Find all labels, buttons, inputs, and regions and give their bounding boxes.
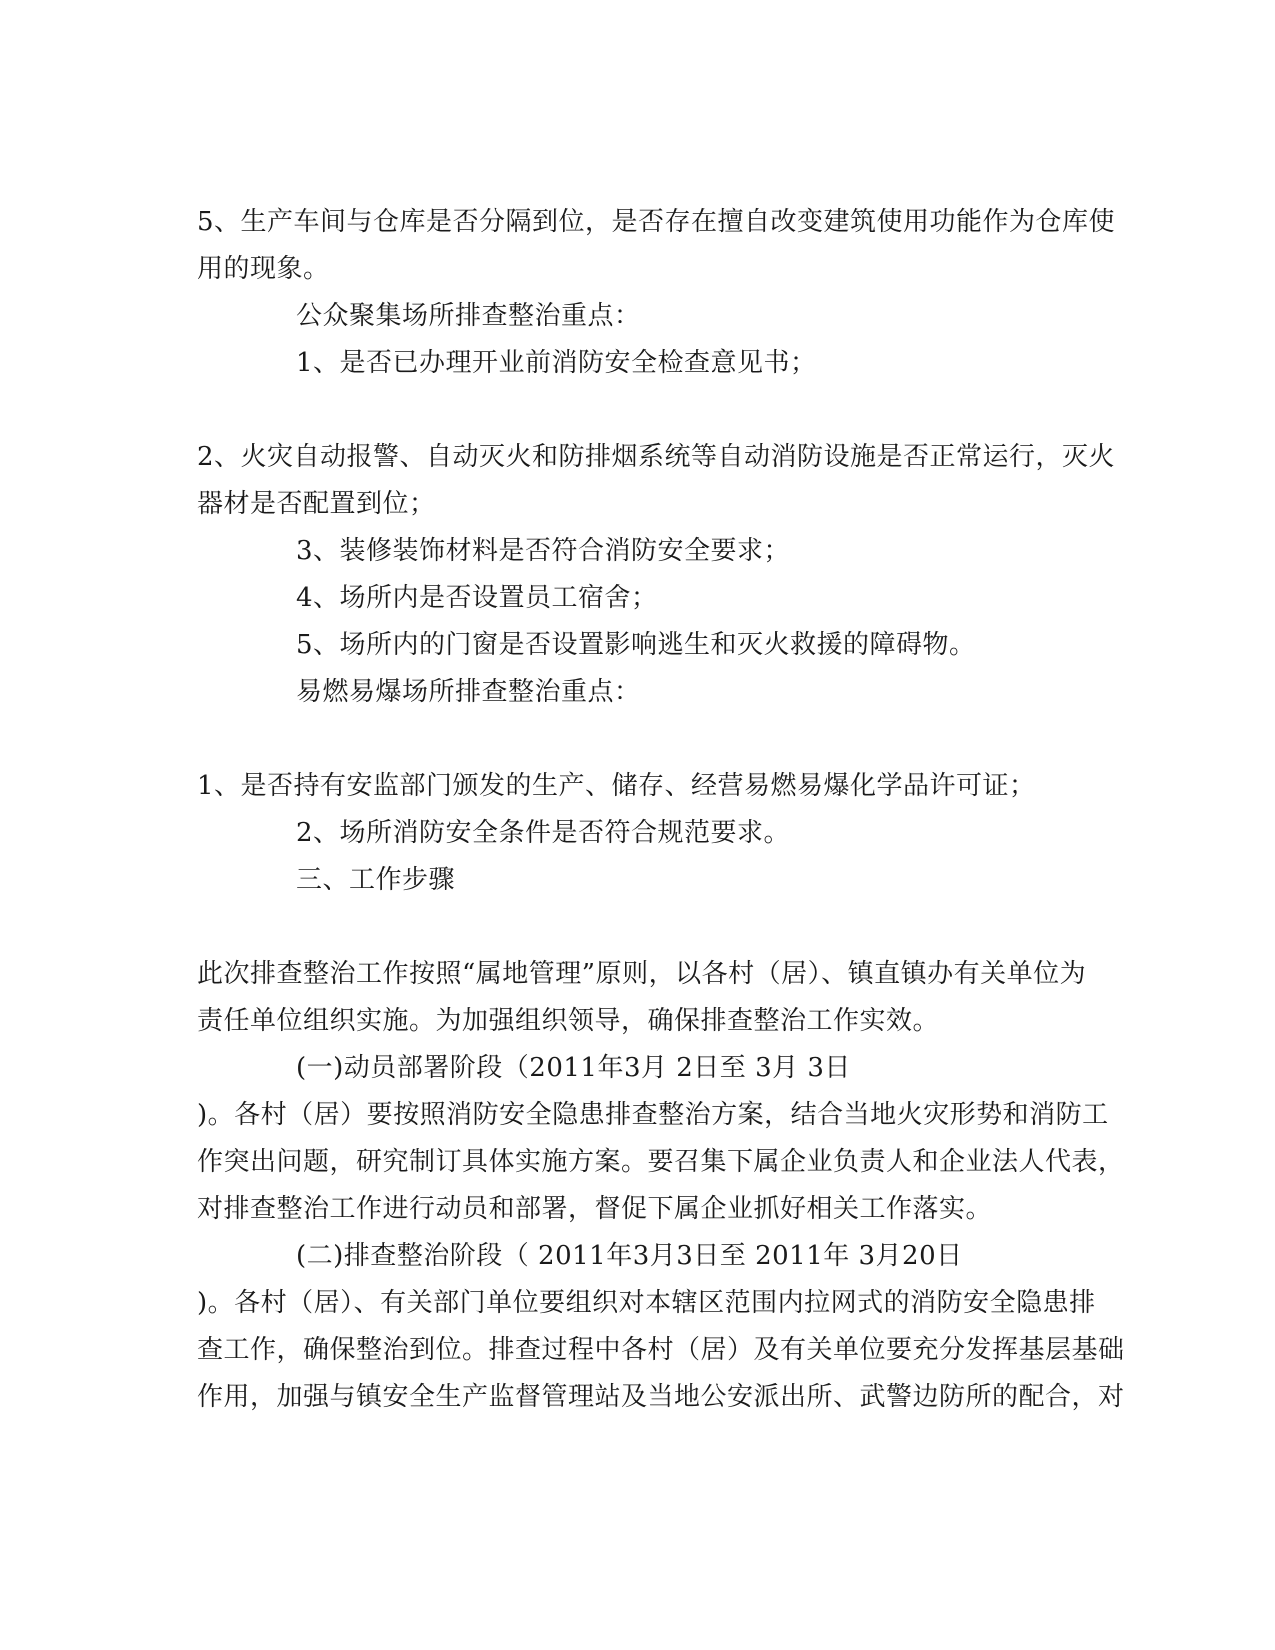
text-line: 对排查整治工作进行动员和部署，督促下属企业抓好相关工作落实。 bbox=[197, 1194, 993, 1224]
subsection-heading: (二)排查整治阶段（ 2011年3月3日至 2011年 3月20日 bbox=[296, 1241, 963, 1271]
text-line: 查工作，确保整治到位。排查过程中各村（居）及有关单位要充分发挥基层基础 bbox=[197, 1335, 1125, 1365]
text-line: 5、生产车间与仓库是否分隔到位，是否存在擅自改变建筑使用功能作为仓库使 bbox=[197, 207, 1116, 237]
text-line: 3、装修装饰材料是否符合消防安全要求； bbox=[296, 536, 791, 566]
text-line: 责任单位组织实施。为加强组织领导，确保排查整治工作实效。 bbox=[197, 1006, 940, 1036]
section-heading: 三、工作步骤 bbox=[296, 865, 456, 895]
text-line: 1、是否已办理开业前消防安全检查意见书； bbox=[296, 348, 817, 378]
text-line: )。各村（居）、有关部门单位要组织对本辖区范围内拉网式的消防安全隐患排 bbox=[197, 1288, 1096, 1318]
text-line: 2、场所消防安全条件是否符合规范要求。 bbox=[296, 818, 791, 848]
text-line: 用的现象。 bbox=[197, 254, 330, 284]
text-line: 2、火灾自动报警、自动灭火和防排烟系统等自动消防设施是否正常运行，灭火 bbox=[197, 442, 1116, 472]
text-line: 作用，加强与镇安全生产监督管理站及当地公安派出所、武警边防所的配合，对 bbox=[197, 1382, 1125, 1412]
section-heading: 易燃易爆场所排查整治重点： bbox=[296, 677, 641, 707]
section-heading: 公众聚集场所排查整治重点： bbox=[296, 301, 641, 331]
text-line: 5、场所内的门窗是否设置影响逃生和灭火救援的障碍物。 bbox=[296, 630, 976, 660]
subsection-heading: (一)动员部署阶段（2011年3月 2日至 3月 3日 bbox=[296, 1053, 851, 1083]
text-line: )。各村（居）要按照消防安全隐患排查整治方案，结合当地火灾形势和消防工 bbox=[197, 1100, 1109, 1130]
text-line: 4、场所内是否设置员工宿舍； bbox=[296, 583, 658, 613]
text-line: 此次排查整治工作按照“属地管理”原则，以各村（居）、镇直镇办有关单位为 bbox=[197, 959, 1087, 989]
text-line: 1、是否持有安监部门颁发的生产、储存、经营易燃易爆化学品许可证； bbox=[197, 771, 1036, 801]
text-line: 作突出问题，研究制订具体实施方案。要召集下属企业负责人和企业法人代表， bbox=[197, 1147, 1125, 1177]
text-line: 器材是否配置到位； bbox=[197, 489, 436, 519]
